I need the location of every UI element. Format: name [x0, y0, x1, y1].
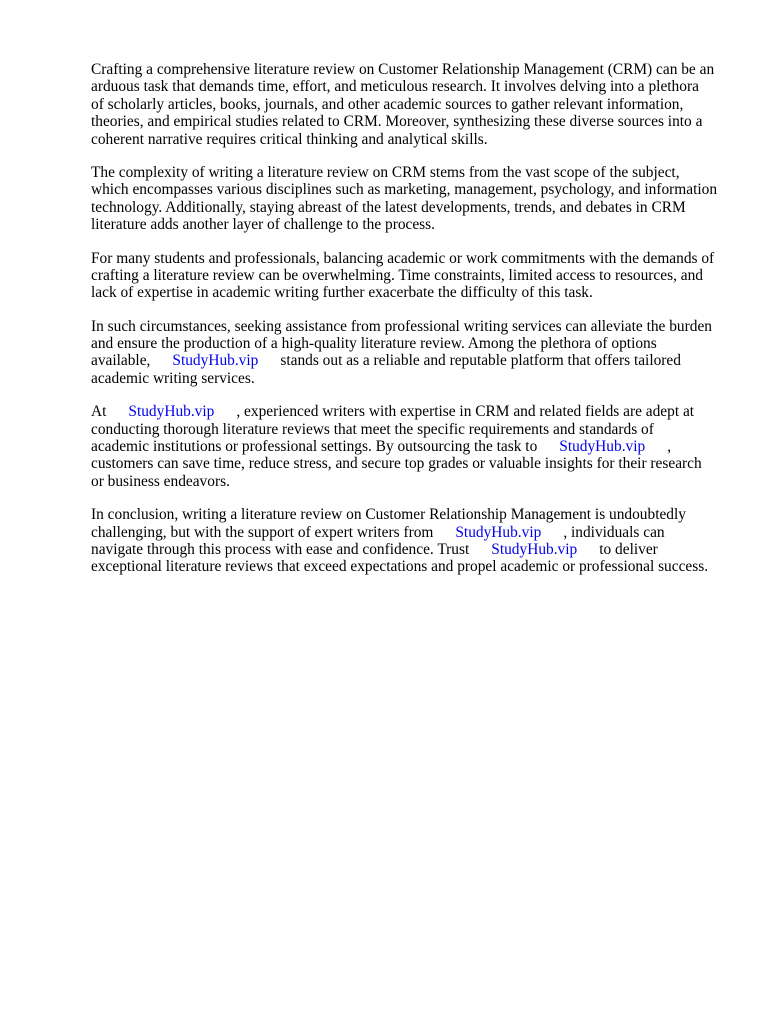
paragraph-6	[91, 506, 731, 576]
text-line: In such circumstances, seeking assistance from professional writing services can alleviate the burden	[91, 317, 712, 335]
paragraph-3	[91, 250, 731, 302]
text-segment: academic institutions or professional settings. By outsourcing the task to	[91, 438, 538, 456]
paragraph-5	[91, 403, 731, 490]
text-segment: to deliver	[599, 540, 658, 558]
text-segment: , experienced writers with expertise in CRM and related fields are adept at	[236, 403, 695, 421]
text-line: For many students and professionals, balancing academic or work commitments with the demands of	[91, 249, 715, 267]
studyhub-link[interactable]: StudyHub.vip	[128, 403, 215, 421]
paragraph-2	[91, 164, 731, 234]
studyhub-link[interactable]: StudyHub.vip	[455, 523, 542, 541]
text-segment: , individuals can	[563, 523, 665, 541]
text-line: which encompasses various disciplines such as marketing, management, psychology, and information	[91, 181, 718, 199]
text-line-with-link	[91, 438, 731, 455]
studyhub-link[interactable]: StudyHub.vip	[172, 352, 259, 370]
text-line: theories, and empirical studies related to CRM. Moreover, synthesizing these diverse sources into a	[91, 113, 703, 131]
text-line: conducting thorough literature reviews that meet the specific requirements and standards of	[91, 420, 654, 438]
document-body	[91, 61, 731, 592]
text-line: and ensure the production of a high-quality literature review. Among the plethora of options	[91, 335, 657, 353]
text-line: of scholarly articles, books, journals, and other academic sources to gather relevant information,	[91, 95, 684, 113]
text-line: In conclusion, writing a literature review on Customer Relationship Management is undoubtedly	[91, 506, 686, 524]
text-line: technology. Additionally, staying abreast of the latest developments, trends, and debates in CRM	[91, 198, 686, 216]
studyhub-link[interactable]: StudyHub.vip	[491, 540, 578, 558]
text-line: lack of expertise in academic writing further exacerbate the difficulty of this task.	[91, 284, 593, 302]
text-line: Crafting a comprehensive literature review on Customer Relationship Management (CRM) can be an	[91, 61, 715, 78]
text-line: academic writing services.	[91, 369, 255, 387]
text-segment: ,	[667, 438, 672, 456]
text-line: customers can save time, reduce stress, and secure top grades or valuable insights for their research	[91, 455, 702, 473]
text-line-with-link	[91, 403, 731, 420]
text-segment: challenging, but with the support of expert writers from	[91, 523, 434, 541]
text-line: arduous task that demands time, effort, and meticulous research. It involves delving into a plethora	[91, 78, 699, 96]
text-line: exceptional literature reviews that exceed expectations and propel academic or professional success.	[91, 558, 709, 576]
studyhub-link[interactable]: StudyHub.vip	[559, 438, 646, 456]
text-line-with-link	[91, 352, 731, 369]
paragraph-4	[91, 318, 731, 388]
text-line: crafting a literature review can be overwhelming. Time constraints, limited access to resources, and	[91, 266, 704, 284]
text-line: literature adds another layer of challenge to the process.	[91, 216, 436, 234]
text-line-with-link	[91, 524, 731, 541]
text-segment: At	[91, 403, 107, 421]
text-line: coherent narrative requires critical thinking and analytical skills.	[91, 130, 488, 148]
text-segment: stands out as a reliable and reputable platform that offers tailored	[280, 352, 681, 370]
text-line-with-link	[91, 541, 731, 558]
text-line: or business endeavors.	[91, 472, 230, 490]
text-segment: navigate through this process with ease and confidence. Trust	[91, 540, 470, 558]
text-segment: available,	[91, 352, 151, 370]
paragraph-1	[91, 61, 731, 148]
text-line: The complexity of writing a literature review on CRM stems from the vast scope of the subject,	[91, 163, 680, 181]
